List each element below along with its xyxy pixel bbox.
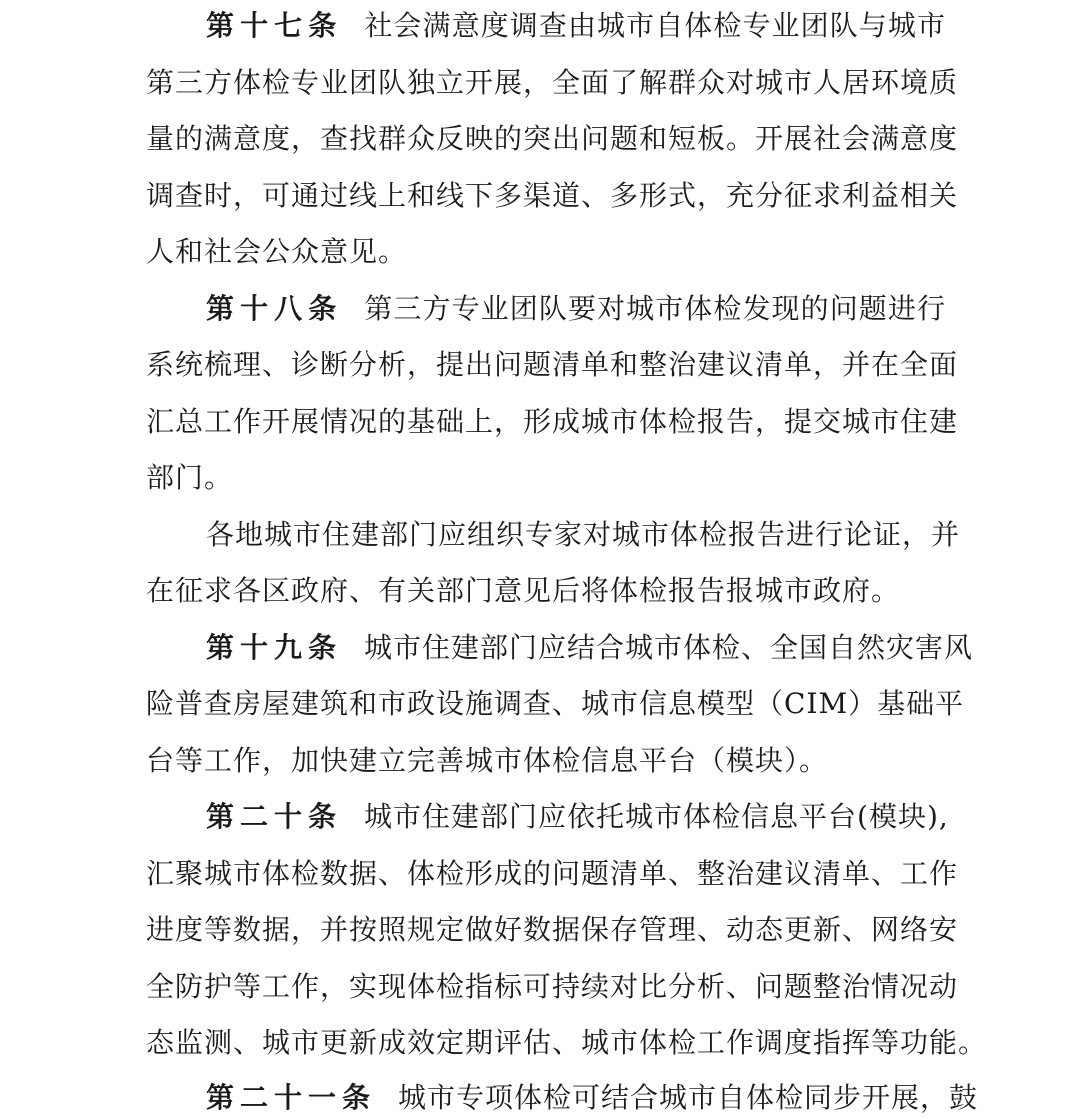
article-21-label: 第二十一条 xyxy=(206,1081,377,1114)
article-18-label: 第十八条 xyxy=(206,292,343,325)
article-18-line-3: 汇总工作开展情况的基础上，形成城市体检报告，提交城市住建 xyxy=(146,405,959,438)
paragraph-line-1: 各地城市住建部门应组织专家对城市体检报告进行论证，并 xyxy=(206,518,961,551)
article-20-label: 第二十条 xyxy=(206,800,343,833)
article-17-line-5: 人和社会公众意见。 xyxy=(146,235,408,268)
article-18-line-2: 系统梳理、诊断分析，提出问题清单和整治建议清单，并在全面 xyxy=(146,348,959,381)
article-17-line-2: 第三方体检专业团队独立开展，全面了解群众对城市人居环境质 xyxy=(146,66,959,99)
article-20-line-3: 进度等数据，并按照规定做好数据保存管理、动态更新、网络安 xyxy=(146,913,959,946)
article-19-line-3: 台等工作，加快建立完善城市体检信息平台（模块）。 xyxy=(146,744,829,777)
article-18-line-1: 第十八条 第三方专业团队要对城市体检发现的问题进行 xyxy=(206,292,946,325)
article-20-line-1: 第二十条 城市住建部门应依托城市体检信息平台(模块), xyxy=(206,800,949,833)
article-19-line-1: 第十九条 城市住建部门应结合城市体检、全国自然灾害风 xyxy=(206,631,974,664)
article-17-line-1: 第十七条 社会满意度调查由城市自体检专业团队与城市 xyxy=(206,9,946,42)
article-20-line-2: 汇聚城市体检数据、体检形成的问题清单、整治建议清单、工作 xyxy=(146,857,959,890)
article-17-line-4: 调查时，可通过线上和线下多渠道、多形式，充分征求利益相关 xyxy=(146,179,959,212)
article-20-line-4: 全防护等工作，实现体检指标可持续对比分析、问题整治情况动 xyxy=(146,970,959,1003)
article-21-line-1: 第二十一条 城市专项体检可结合城市自体检同步开展，鼓 xyxy=(206,1081,979,1114)
article-20-line-5: 态监测、城市更新成效定期评估、城市体检工作调度指挥等功能。 xyxy=(146,1026,988,1059)
article-18-line-4: 部门。 xyxy=(146,461,234,494)
article-19-label: 第十九条 xyxy=(206,631,343,664)
article-17-label: 第十七条 xyxy=(206,9,343,42)
paragraph-line-2: 在征求各区政府、有关部门意见后将体检报告报城市政府。 xyxy=(146,574,901,607)
article-17-line-3: 量的满意度，查找群众反映的突出问题和短板。开展社会满意度 xyxy=(146,122,959,155)
article-19-line-2: 险普查房屋建筑和市政设施调查、城市信息模型（CIM）基础平 xyxy=(146,687,965,720)
